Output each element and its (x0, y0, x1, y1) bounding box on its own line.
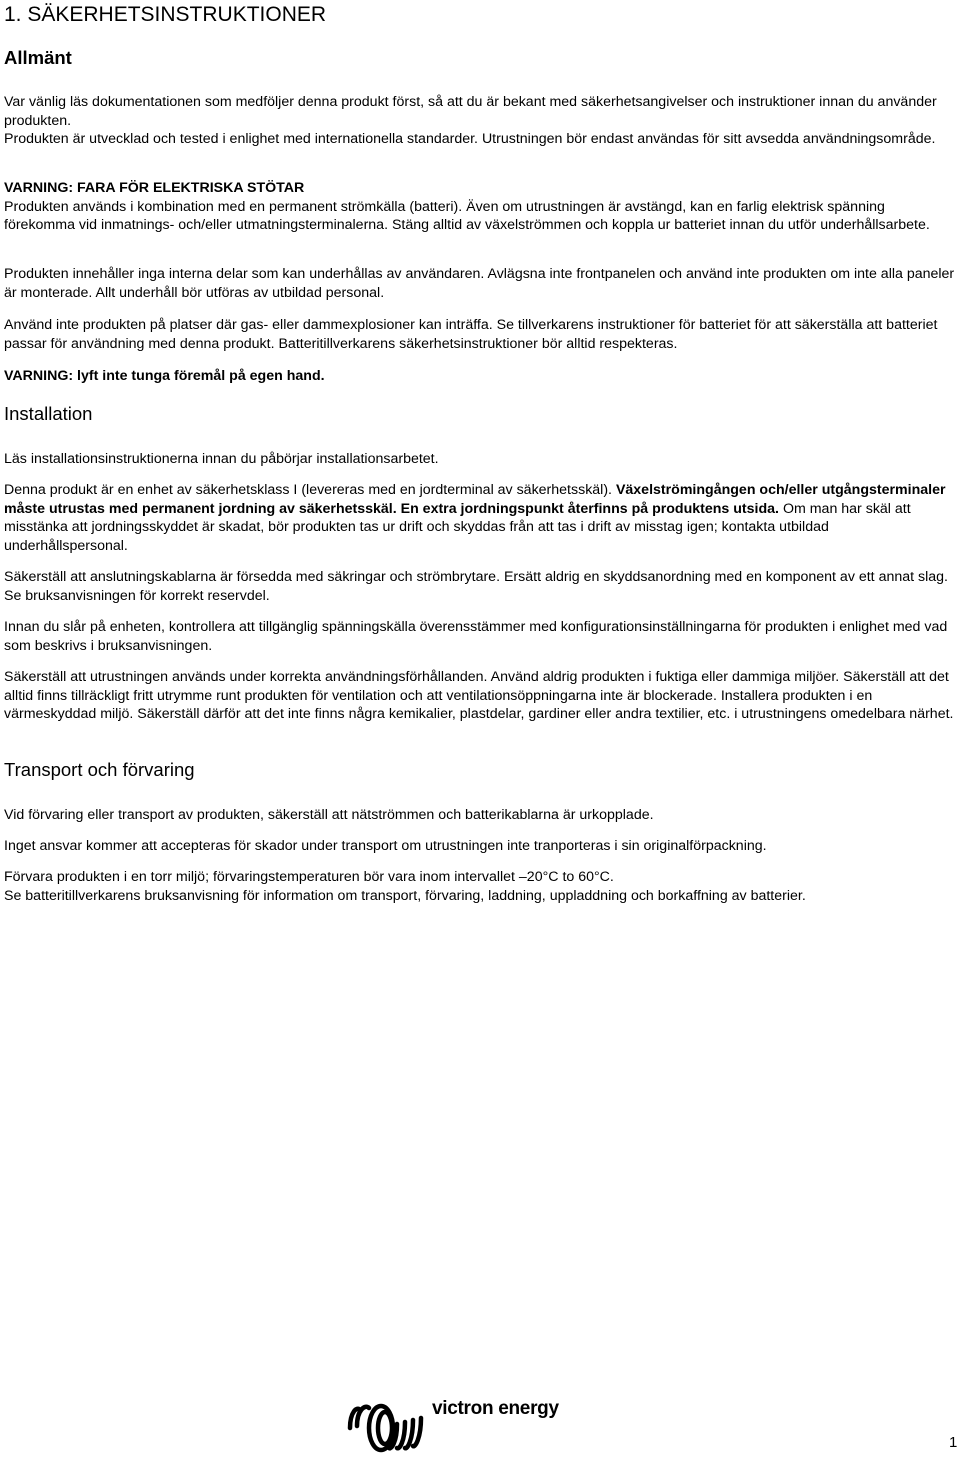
paragraph (4, 481, 956, 555)
paragraph: Produkten innehåller inga interna delar som kan underhållas av användaren. Avlägsna inte frontpanelen och använd inte produkten om inte alla paneler är monterade. Allt underhåll bör utföras av utbildad personal. (4, 266, 955, 301)
section-heading-general: Allmänt (4, 47, 72, 68)
grounding-warning: Växelströmingången och/eller utgångsterminaler måste utrustas med permanent jordning av säkerhetsskäl. En extra jordningspunkt återfinns på produktens utsida. (4, 482, 946, 517)
warning-lifting: VARNING: lyft inte tunga föremål på egen hand. (4, 368, 325, 384)
paragraph: Innan du slår på enheten, kontrollera att tillgänglig spänningskälla överensstämmer med konfigurationsinställningarna för produkten i enlighet med vad som beskrivs i bruksanvisningen. (4, 619, 948, 654)
paragraph-text: Denna produkt är en enhet av säkerhetsklass I (levereras med en jordterminal av säkerhetsskäl). (4, 482, 616, 498)
paragraph-text: Om man har skäl att misstänka att jordningsskyddet är skadat, bör produkten tas ur drift och skyddas från att tas i drift av misstag igen; kontakta utbildad underhållspersonal. (4, 500, 911, 554)
section-heading-installation: Installation (4, 403, 93, 424)
paragraph: Säkerställ att utrustningen används under korrekta användningsförhållanden. Använd aldrig produkten i fuktiga eller dammiga miljöer. Säkerställ att det alltid finns tillräckligt fritt utrymme runt produkten för ventilation och att ventilationsöppningarna inte är blockerade. Installera produkten i en värmeskyddad miljö. Säkerställ därför att det inte finns några kemikalier, plastdelar, gardiner eller andra textilier, etc. i utrustningens omedelbara närhet. (4, 669, 954, 722)
paragraph: Säkerställ att anslutningskablarna är försedda med säkringar och strömbrytare. Ersätt aldrig en skyddsanordning med en komponent av ett annat slag. Se bruksanvisningen för korrekt reservdel. (4, 569, 948, 604)
brand-name: victron energy (432, 1398, 559, 1419)
paragraph: Vid förvaring eller transport av produkten, säkerställ att nätströmmen och batterikablarna är urkopplade. (4, 807, 654, 823)
page-number: 1 (949, 1434, 958, 1451)
section-heading-transport: Transport och förvaring (4, 759, 195, 780)
paragraph-text: Produkten är utvecklad och tested i enlighet med internationella standarder. Utrustningen bör endast användas för sitt avsedda användningsområde. (4, 131, 936, 147)
warning-block (4, 179, 956, 235)
paragraph (4, 868, 956, 905)
paragraph: Läs installationsinstruktionerna innan du påbörjar installationsarbetet. (4, 451, 439, 467)
page-title: 1. SÄKERHETSINSTRUKTIONER (4, 3, 327, 26)
paragraph (4, 93, 956, 149)
paragraph: Använd inte produkten på platser där gas- eller dammexplosioner kan inträffa. Se tillverkarens instruktioner för batteriet för att säkerställa att batteriet passar för användning med denna produkt. Batteritillverkarens säkerhetsinstruktioner bör alltid respekteras. (4, 317, 938, 352)
warning-heading: VARNING: FARA FÖR ELEKTRISKA STÖTAR (4, 180, 305, 196)
paragraph-text: Produkten används i kombination med en permanent strömkälla (batteri). Även om utrustningen är avstängd, kan en farlig elektrisk spänning förekomma vid inmatnings- och/eller utmatningsterminalerna. Stäng alltid av växelströmmen och koppla ur batteriet innan du utför underhållsarbete. (4, 198, 930, 233)
victron-logo-icon (345, 1398, 425, 1459)
paragraph-text: Se batteritillverkarens bruksanvisning för information om transport, förvaring, laddning, uppladdning och borkaffning av batterier. (4, 887, 806, 904)
paragraph-text: Var vänlig läs dokumentationen som medföljer denna produkt först, så att du är bekant med säkerhetsangivelser och instruktioner innan du använder produkten. (4, 94, 937, 129)
paragraph: Inget ansvar kommer att accepteras för skador under transport om utrustningen inte tranporteras i sin originalförpackning. (4, 838, 767, 854)
paragraph-text: Förvara produkten i en torr miljö; förvaringstemperaturen bör vara inom intervallet –20°C to 60°C. (4, 869, 614, 885)
